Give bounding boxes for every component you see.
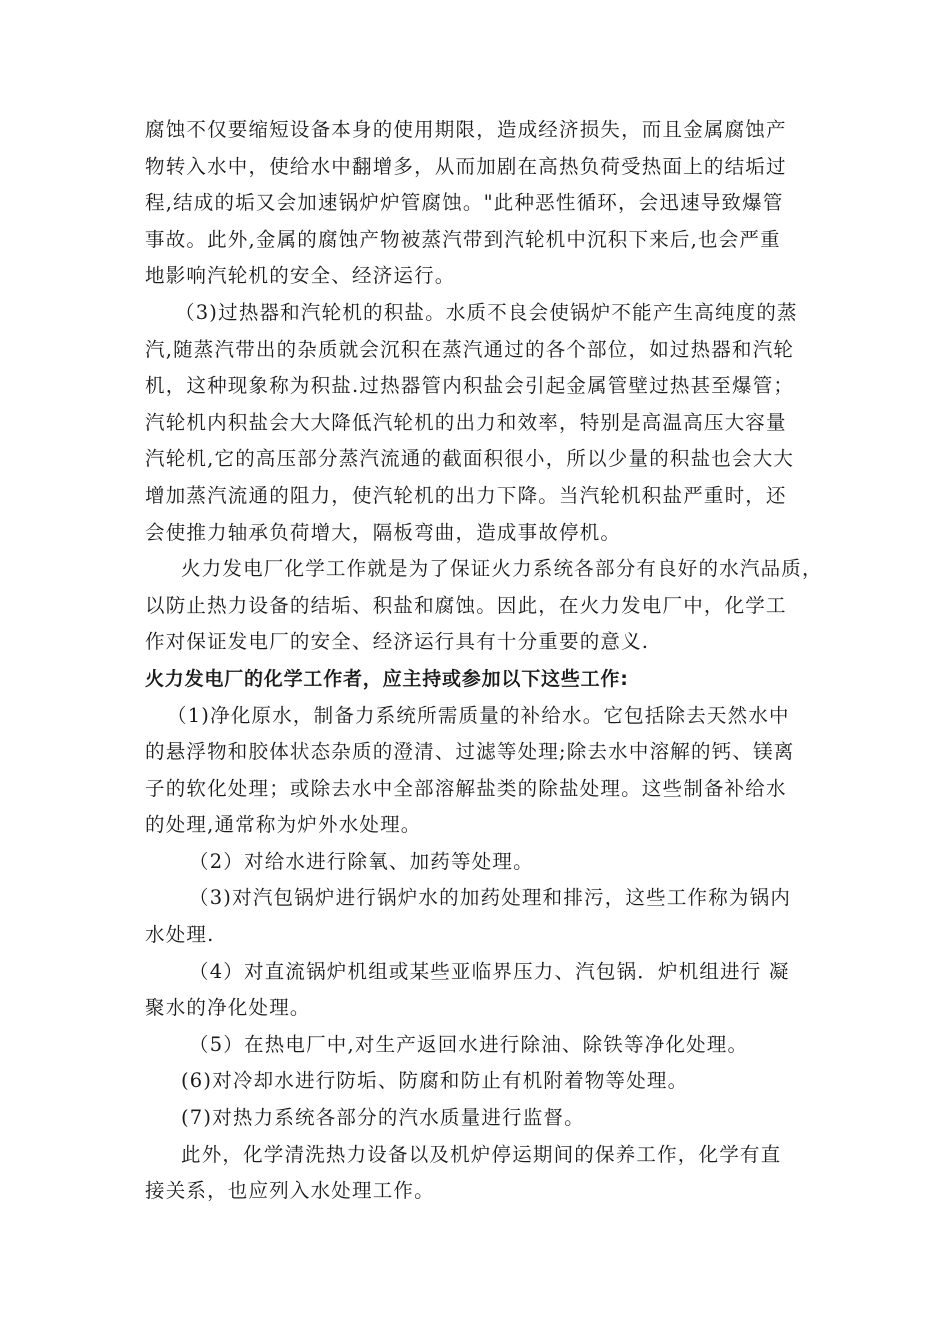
text-line: 水处理. xyxy=(145,923,215,947)
text-line: 汽轮机内积盐会大大降低汽轮机的出力和效率，特别是高温高压大容量 xyxy=(145,410,787,434)
text-line: 腐蚀不仅要缩短设备本身的使用期限，造成经济损失，而且金属腐蚀产 xyxy=(145,118,787,141)
text-line: 子的软化处理；或除去水中全部溶解盐类的除盐处理。这些制备补给水 xyxy=(145,776,787,800)
text-line: 接关系，也应列入水处理工作。 xyxy=(145,1179,435,1203)
text-line: (6)对冷却水进行防垢、防腐和防止有机附着物等处理。 xyxy=(181,1069,689,1093)
text-line: （1)净化原水，制备力系统所需质量的补给水。它包括除去天然水中 xyxy=(167,703,790,727)
text-line: （5）在热电厂中,对生产返回水进行除油、除铁等净化处理。 xyxy=(189,1032,749,1056)
text-line: 增加蒸汽流通的阻力，使汽轮机的出力下降。当汽轮机积盐严重时，还 xyxy=(145,483,787,507)
text-line: 作对保证发电厂的安全、经济运行具有十分重要的意义. xyxy=(145,630,650,654)
text-line: 事故。此外,金属的腐蚀产物被蒸汽带到汽轮机中沉积下来后,也会严重 xyxy=(145,227,781,251)
text-line: 以防止热力设备的结垢、积盐和腐蚀。因此，在火力发电厂中，化学工 xyxy=(145,593,787,617)
text-line: 程,结成的垢又会加速锅炉炉管腐蚀。"此种恶性循环，会迅速导致爆管 xyxy=(145,191,784,215)
section-heading: 火力发电厂的化学工作者，应主持或参加以下这些工作: xyxy=(145,667,629,690)
text-line: 此外，化学清洗热力设备以及机炉停运期间的保养工作，化学有直 xyxy=(181,1142,782,1166)
text-line: 聚水的净化处理。 xyxy=(145,996,311,1020)
text-line: (7)对热力系统各部分的汽水质量进行监督。 xyxy=(181,1106,585,1130)
text-line: 的悬浮物和胶体状态杂质的澄清、过滤等处理;除去水中溶解的钙、镁离 xyxy=(145,740,795,764)
text-line: 物转入水中，使给水中翻增多，从而加剧在高热负荷受热面上的结垢过 xyxy=(145,154,787,178)
text-line: 地影响汽轮机的安全、经济运行。 xyxy=(145,264,456,288)
text-line: （3)对汽包锅炉进行锅炉水的加药处理和排污，这些工作称为锅内 xyxy=(189,886,792,910)
text-line: 汽,随蒸汽带出的杂质就会沉积在蒸汽通过的各个部位，如过热器和汽轮 xyxy=(145,337,795,361)
text-line: 机，这种现象称为积盐.过热器管内积盐会引起金属管壁过热甚至爆管； xyxy=(145,374,795,398)
document-body xyxy=(145,112,823,1210)
text-line: 的处理,通常称为炉外水处理。 xyxy=(145,813,422,837)
text-line: 汽轮机,它的高压部分蒸汽流通的截面积很小，所以少量的积盐也会大大 xyxy=(145,447,795,471)
text-line: （4）对直流锅炉机组或某些亚临界压力、汽包锅．炉机组进行 凝 xyxy=(189,959,790,983)
text-line: 会使推力轴承负荷增大，隔板弯曲，造成事故停机。 xyxy=(145,520,622,544)
text-line: （3)过热器和汽轮机的积盐。水质不良会使锅炉不能产生高纯度的蒸 xyxy=(175,300,798,324)
text-line: （2）对给水进行除氧、加药等处理。 xyxy=(189,849,534,873)
text-line: 火力发电厂化学工作就是为了保证火力系统各部分有良好的水汽品质， xyxy=(181,557,823,581)
